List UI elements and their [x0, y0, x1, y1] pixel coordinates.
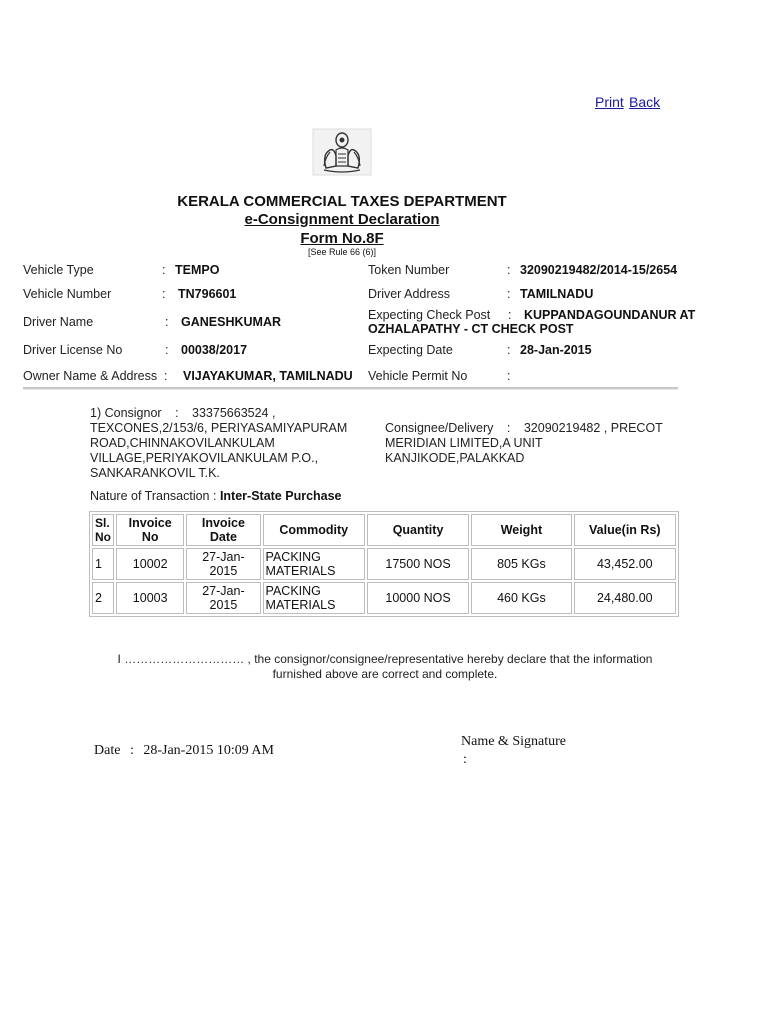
colon: : [507, 263, 511, 277]
back-link[interactable]: Back [629, 94, 661, 110]
transaction-value: Inter-State Purchase [219, 489, 342, 503]
cell-value: 43,452.00 [574, 548, 676, 580]
col-header-weight: Weight [471, 514, 571, 546]
vehicle-type-label: Vehicle Type [23, 263, 94, 277]
cell-value: 24,480.00 [574, 582, 676, 614]
signature-colon: : [463, 752, 467, 767]
check-post-label: Expecting Check Post [368, 308, 491, 322]
table-header-row [92, 514, 676, 546]
token-number-value: 32090219482/2014-15/2654 [520, 263, 678, 277]
colon: : [508, 308, 512, 322]
check-post-value: KUPPANDAGOUNDANUR AT [524, 308, 696, 322]
colon: : [129, 743, 134, 758]
colon: : [165, 315, 169, 329]
consignor-heading: 1) Consignor [90, 406, 162, 420]
vehicle-type-value: TEMPO [175, 263, 220, 277]
colon: : [162, 287, 166, 301]
declaration-line: furnished above are correct and complete. [272, 667, 498, 681]
form-number: Form No.8F [300, 230, 384, 247]
rule-reference: [See Rule 66 (6)] [307, 247, 377, 257]
consignee-heading: Consignee/Delivery [385, 421, 494, 435]
token-number-label: Token Number [368, 263, 450, 277]
driver-address-label: Driver Address [368, 287, 450, 301]
colon: : [175, 406, 179, 420]
transaction-row [90, 489, 342, 504]
transaction-label: Nature of Transaction : [90, 489, 217, 503]
cell-commodity: PACKING MATERIALS [263, 548, 365, 580]
expecting-date-label: Expecting Date [368, 343, 453, 357]
driver-license-value: 00038/2017 [181, 343, 248, 357]
owner-value: VIJAYAKUMAR, TAMILNADU [183, 369, 353, 383]
cell-quantity: 17500 NOS [367, 548, 469, 580]
table-row [92, 548, 676, 580]
cell-invoice-no: 10002 [116, 548, 184, 580]
cell-invoice-no: 10003 [116, 582, 184, 614]
date-value: 28-Jan-2015 10:09 AM [143, 743, 274, 758]
declaration-line: I ………………………… , the consignor/consignee/representative hereby declare that the information [117, 652, 653, 666]
cell-quantity: 10000 NOS [367, 582, 469, 614]
colon: : [164, 369, 168, 383]
declaration-title: e-Consignment Declaration [244, 211, 440, 228]
signature-label: Name & Signature [461, 734, 566, 749]
consignor-address-line: ROAD,CHINNAKOVILANKULAM [90, 436, 275, 450]
vehicle-permit-label: Vehicle Permit No [368, 369, 468, 383]
consignee-address-line: KANJIKODE,PALAKKAD [385, 451, 525, 465]
vehicle-number-label: Vehicle Number [23, 287, 112, 301]
colon: : [507, 287, 511, 301]
print-link[interactable]: Print [595, 94, 624, 110]
cell-sl-no: 2 [92, 582, 114, 614]
colon: : [507, 343, 511, 357]
invoice-table [89, 511, 679, 617]
consignor-address-line: VILLAGE,PERIYAKOVILANKULAM P.O., [90, 451, 319, 465]
cell-invoice-date: 27-Jan-2015 [186, 582, 260, 614]
col-header-value: Value(in Rs) [574, 514, 676, 546]
consignor-address-line: TEXCONES,2/153/6, PERIYASAMIYAPURAM [90, 421, 348, 435]
declaration-statement [90, 652, 680, 682]
driver-name-label: Driver Name [23, 315, 94, 329]
col-header-invoice-no: Invoice No [116, 514, 184, 546]
col-header-commodity: Commodity [263, 514, 365, 546]
colon: : [162, 263, 166, 277]
cell-weight: 460 KGs [471, 582, 571, 614]
cell-commodity: PACKING MATERIALS [263, 582, 365, 614]
date-label: Date [94, 743, 121, 758]
colon: : [507, 369, 511, 383]
colon: : [506, 421, 511, 435]
col-header-invoice-date: Invoice Date [186, 514, 260, 546]
consignor-address-line: SANKARANKOVIL T.K. [90, 466, 220, 480]
col-header-quantity: Quantity [367, 514, 469, 546]
driver-license-label: Driver License No [23, 343, 123, 357]
colon: : [165, 343, 169, 357]
driver-address-value: TAMILNADU [520, 287, 594, 301]
cell-sl-no: 1 [92, 548, 114, 580]
cell-invoice-date: 27-Jan-2015 [186, 548, 260, 580]
cell-weight: 805 KGs [471, 548, 571, 580]
check-post-value-line2: OZHALAPATHY - CT CHECK POST [368, 322, 574, 336]
col-header-sl-no: Sl. No [92, 514, 114, 546]
table-row [92, 582, 676, 614]
kerala-emblem-icon [312, 128, 372, 176]
consignee-block [385, 421, 685, 466]
consignee-address-line: MERIDIAN LIMITED,A UNIT [385, 436, 543, 450]
vehicle-number-value: TN796601 [178, 287, 237, 301]
consignee-gstin: 32090219482 , PRECOT [523, 421, 663, 435]
consignor-gstin: 33375663524 , [192, 406, 276, 420]
expecting-date-value: 28-Jan-2015 [520, 343, 592, 357]
driver-name-value: GANESHKUMAR [181, 315, 281, 329]
owner-label: Owner Name & Address [23, 369, 158, 383]
date-row [94, 743, 274, 759]
department-title: KERALA COMMERCIAL TAXES DEPARTMENT [177, 193, 507, 210]
consignor-block [90, 406, 375, 481]
section-divider [23, 387, 678, 390]
